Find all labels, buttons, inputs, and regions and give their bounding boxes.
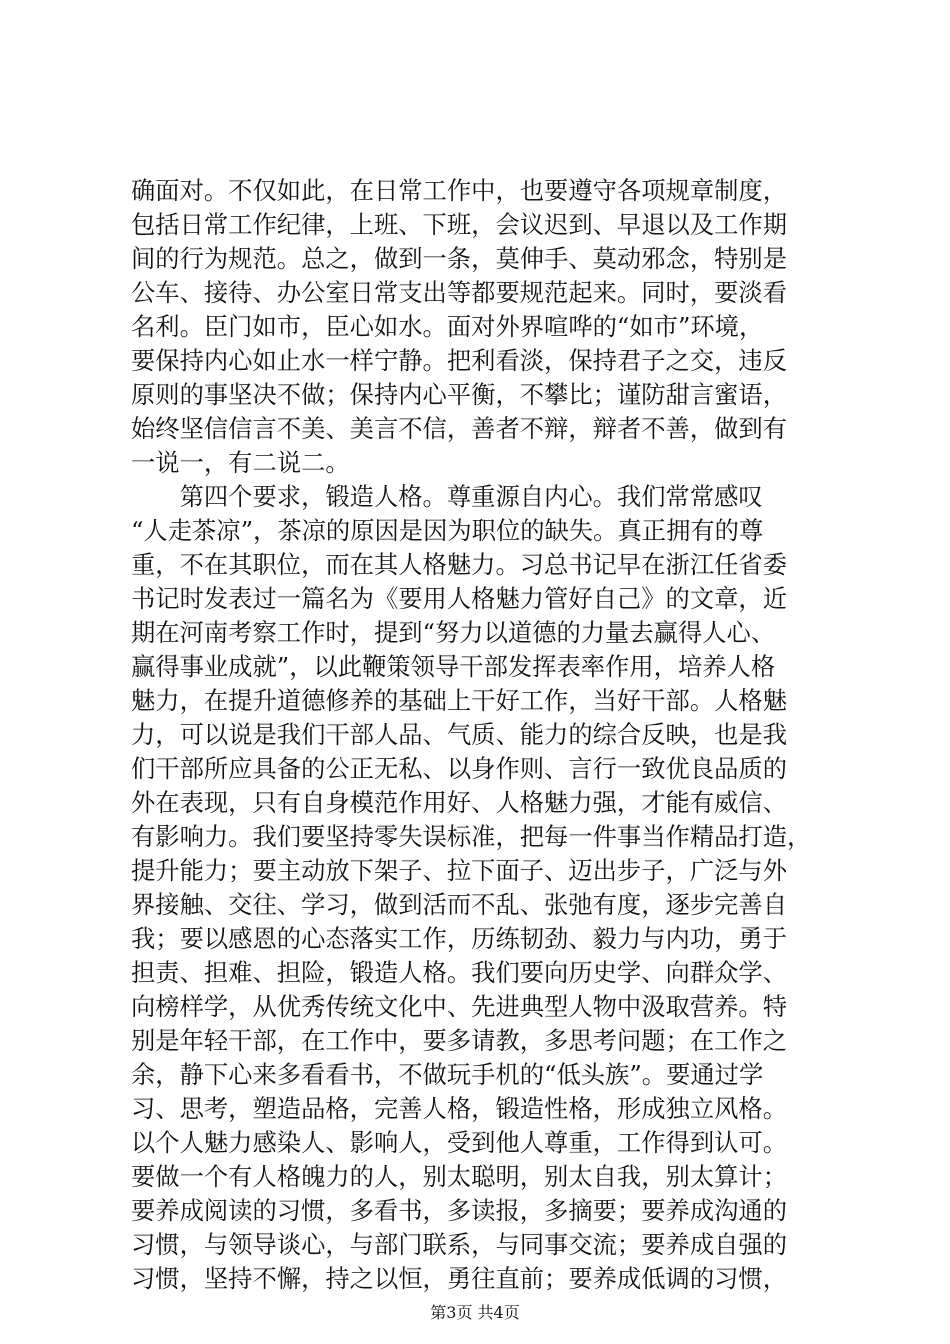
text-line: 魅力，在提升道德修养的基础上干好工作，当好干部。人格魅 [131,686,788,715]
text-line: 确面对。不仅如此，在日常工作中，也要遵守各项规章制度， [131,176,788,205]
text-line: 公车、接待、办公室日常支出等都要规范起来。同时，要淡看 [131,278,788,307]
text-line: 书记时发表过一篇名为《要用人格魅力管好自己》的文章，近 [131,584,788,613]
text-line: 习惯，坚持不懈，持之以恒，勇往直前；要养成低调的习惯， [131,1264,788,1293]
text-line: 期在河南考察工作时，提到“努力以道德的力量去赢得人心、 [131,618,776,647]
text-line: 重，不在其职位，而在其人格魅力。习总书记早在浙江任省委 [131,550,788,579]
text-line: 向榜样学，从优秀传统文化中、先进典型人物中汲取营养。特 [131,992,788,1021]
text-line: 第四个要求，锻造人格。尊重源自内心。我们常常感叹 [131,482,763,511]
text-line: 包括日常工作纪律，上班、下班，会议迟到、早退以及工作期 [131,210,788,239]
text-line: 提升能力；要主动放下架子、拉下面子、迈出步子，广泛与外 [131,856,788,885]
text-line: 担责、担难、担险，锻造人格。我们要向历史学、向群众学、 [131,958,788,987]
text-line: 始终坚信信言不美、美言不信，善者不辩，辩者不善，做到有 [131,414,788,443]
text-line: 要养成阅读的习惯，多看书，多读报，多摘要；要养成沟通的 [131,1196,788,1225]
text-line: 力，可以说是我们干部人品、气质、能力的综合反映，也是我 [131,720,788,749]
text-line: 界接触、交往、学习，做到活而不乱、张弛有度，逐步完善自 [131,890,788,919]
text-line: 余，静下心来多看看书，不做玩手机的“低头族”。要通过学 [131,1060,764,1089]
text-line: 名利。臣门如市，臣心如水。面对外界喧哗的“如市”环境， [131,312,764,341]
page-footer: 第3页 共4页 [430,1303,520,1322]
text-line: 们干部所应具备的公正无私、以身作则、言行一致优良品质的 [131,754,788,783]
text-line: 原则的事坚决不做；保持内心平衡，不攀比；谨防甜言蜜语， [131,380,788,409]
text-line: 以个人魅力感染人、影响人，受到他人尊重，工作得到认可。 [131,1128,788,1157]
body-text [131,174,831,1296]
text-line: 习、思考，塑造品格，完善人格，锻造性格，形成独立风格。 [131,1094,788,1123]
text-line: 一说一，有二说二。 [131,448,350,477]
text-line: “人走茶凉”，茶凉的原因是因为职位的缺失。真正拥有的尊 [131,516,764,545]
text-line: 外在表现，只有自身模范作用好、人格魅力强，才能有威信、 [131,788,788,817]
text-line: 间的行为规范。总之，做到一条，莫伸手、莫动邪念，特别是 [131,244,788,273]
text-line: 要做一个有人格魄力的人，别太聪明，别太自我，别太算计； [131,1162,788,1191]
text-line: 别是年轻干部，在工作中，要多请教，多思考问题；在工作之 [131,1026,788,1055]
text-line: 有影响力。我们要坚持零失误标准，把每一件事当作精品打造， [131,822,812,851]
text-line: 我；要以感恩的心态落实工作，历练韧劲、毅力与内功，勇于 [131,924,788,953]
text-line: 要保持内心如止水一样宁静。把利看淡，保持君子之交，违反 [131,346,788,375]
text-line: 习惯，与领导谈心，与部门联系，与同事交流；要养成自强的 [131,1230,788,1259]
text-line: 赢得事业成就”，以此鞭策领导干部发挥表率作用，培养人格 [131,652,776,681]
